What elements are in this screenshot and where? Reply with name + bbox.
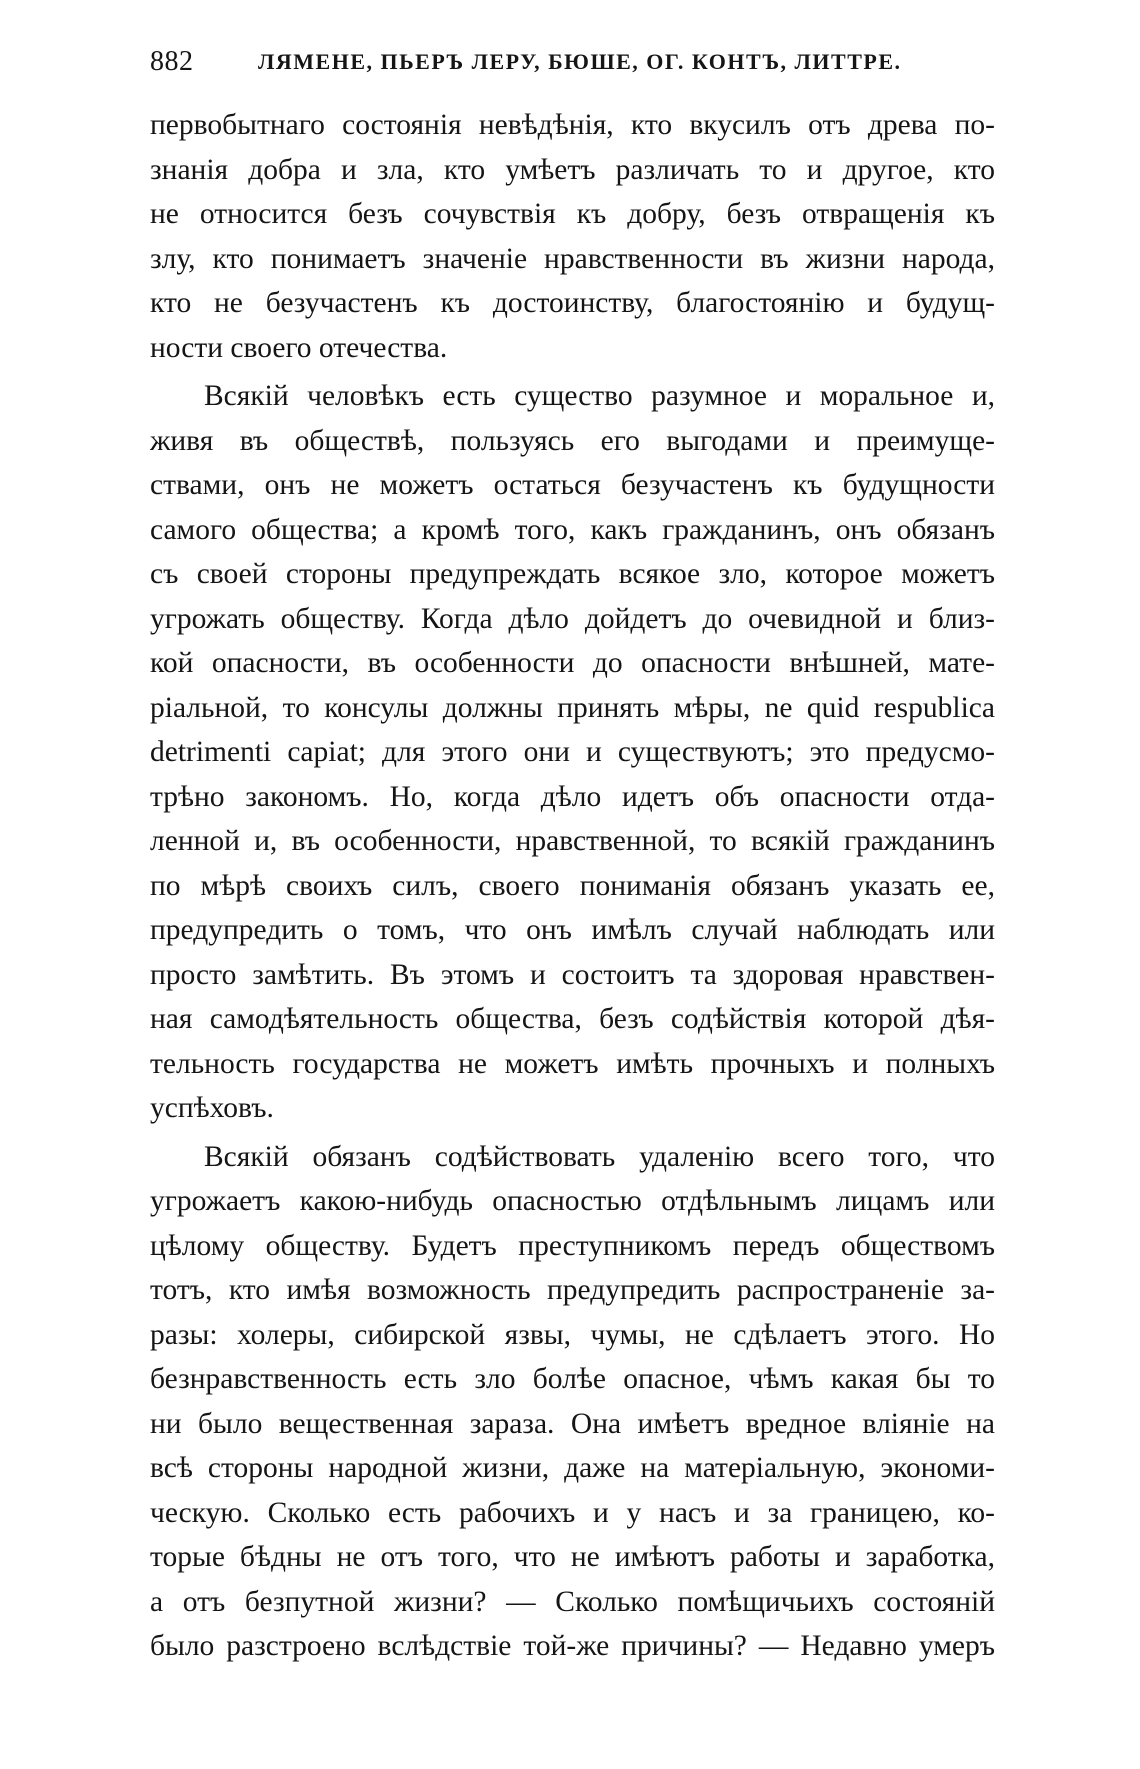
text-line: цѣлому обществу. Будетъ преступникомъ передъ обществомъ: [150, 1229, 995, 1262]
text-line: detrimenti capiat; для этого они и существуютъ; это предусмо-: [150, 736, 995, 768]
text-line: съ своей стороны предупреждать всякое зло, которое можетъ: [150, 558, 995, 590]
text-line: предупредить о томъ, что онъ имѣлъ случай наблюдать или: [150, 914, 995, 946]
text-line: Всякій обязанъ содѣйствовать удаленію всего того, что: [204, 1140, 995, 1173]
paragraph-3: [150, 1135, 995, 1669]
text-line: знанія добра и зла, кто умѣетъ различать то и другое, кто: [150, 153, 995, 186]
text-line: кто не безучастенъ къ достоинству, благостоянію и будущ-: [150, 287, 995, 319]
body-text: [150, 103, 995, 1673]
text-line: успѣховъ.: [150, 1092, 274, 1124]
text-line: самого общества; а кромѣ того, какъ гражданинъ, онъ обязанъ: [150, 513, 995, 546]
page-number: 882: [150, 46, 194, 77]
text-line: угрожать обществу. Когда дѣло дойдетъ до очевидной и близ-: [150, 602, 995, 635]
text-line: злу, кто понимаетъ значеніе нравственности въ жизни народа,: [150, 242, 995, 275]
text-line: разы: холеры, сибирской язвы, чумы, не сдѣлаетъ этого. Но: [150, 1318, 995, 1351]
text-line: кой опасности, въ особенности до опасности внѣшней, мате-: [150, 647, 995, 679]
text-line: ленной и, въ особенности, нравственной, то всякій гражданинъ: [150, 825, 995, 857]
text-line: всѣ стороны народной жизни, даже на матеріальную, экономи-: [150, 1452, 995, 1484]
text-line: ческую. Сколько есть рабочихъ и у насъ и за границею, ко-: [150, 1496, 995, 1529]
text-line: ности своего отечества.: [150, 331, 448, 364]
text-line: живя въ обществѣ, пользуясь его выгодами и преимуще-: [150, 424, 995, 457]
running-title: ЛЯМЕНЕ, ПЬЕРЪ ЛЕРУ, БЮШЕ, ОГ. КОНТЪ, ЛИТТРЕ.: [258, 49, 902, 74]
text-line: ная самодѣятельность общества, безъ содѣйствія которой дѣя-: [150, 1003, 995, 1035]
text-line: первобытнаго состоянія невѣдѣнія, кто вкусилъ отъ древа по-: [150, 109, 995, 141]
text-line: угрожаетъ какою-нибудь опасностью отдѣльнымъ лицамъ или: [150, 1185, 995, 1217]
text-line: ріальной, то консулы должны принять мѣры, ne quid respublica: [150, 691, 995, 724]
text-line: не относится безъ сочувствія къ добру, безъ отвращенія къ: [150, 198, 995, 230]
text-line: ни было вещественная зараза. Она имѣетъ вредное вліяніе на: [150, 1407, 995, 1440]
text-line: тельность государства не можетъ имѣть прочныхъ и полныхъ: [150, 1047, 995, 1080]
text-line: Всякій человѣкъ есть существо разумное и моральное и,: [204, 380, 995, 412]
running-head: [150, 42, 1000, 82]
paragraph-1: [150, 103, 995, 370]
text-line: просто замѣтить. Въ этомъ и состоитъ та здоровая нравствен-: [150, 958, 995, 991]
text-line: тотъ, кто имѣя возможность предупредить распространеніе за-: [150, 1274, 995, 1306]
text-line: было разстроено вслѣдствіе той-же причины? — Недавно умеръ: [150, 1630, 995, 1662]
text-line: а отъ безпутной жизни? — Сколько помѣщичьихъ состояній: [150, 1585, 995, 1618]
text-line: по мѣрѣ своихъ силъ, своего пониманія обязанъ указать ее,: [150, 869, 995, 902]
paragraph-2: [150, 374, 995, 1131]
text-line: безнравственность есть зло болѣе опасное, чѣмъ какая бы то: [150, 1363, 995, 1395]
text-line: ствами, онъ не можетъ остаться безучастенъ къ будущности: [150, 469, 995, 501]
text-line: торые бѣдны не отъ того, что не имѣютъ работы и заработка,: [150, 1541, 995, 1573]
text-line: трѣно закономъ. Но, когда дѣло идетъ объ опасности отда-: [150, 780, 995, 813]
